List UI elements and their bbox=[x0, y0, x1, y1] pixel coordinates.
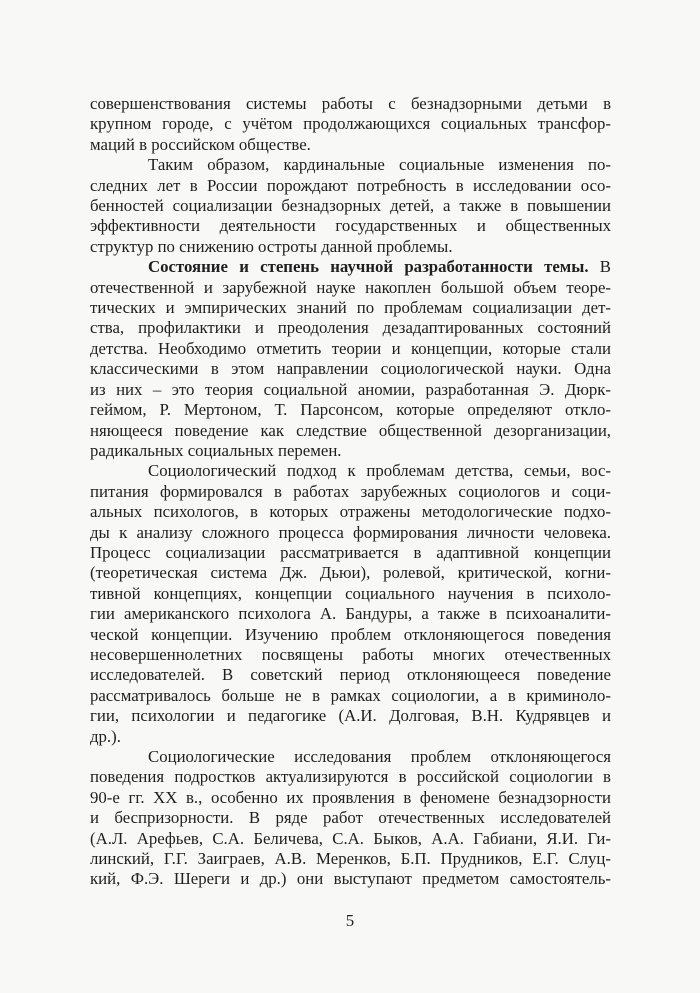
body-text bbox=[90, 94, 611, 890]
text-line: др.). bbox=[90, 726, 121, 746]
paragraph bbox=[90, 155, 611, 257]
text-line: гии, психологии и педагогике (А.И. Долговая, В.Н. Кудрявцев и bbox=[90, 706, 611, 726]
text-line: исследователей. В советский период отклоняющееся поведение bbox=[90, 665, 611, 685]
text-line: тивной концепциях, концепции социального научения в психоло- bbox=[90, 583, 611, 603]
text-line: кий, Ф.Э. Шереги и др.) они выступают предметом самостоятель- bbox=[90, 869, 611, 889]
text-line: (теоретическая система Дж. Дьюи), ролевой, критической, когни- bbox=[90, 563, 611, 583]
text-line: гии американского психолога А. Бандуры, а также в психоаналити- bbox=[90, 604, 611, 624]
text-line: ческой концепции. Изучению проблем отклоняющегося поведения bbox=[90, 624, 611, 644]
text-line: Таким образом, кардинальные социальные изменения по- bbox=[148, 155, 611, 175]
text-line: и беспризорности. В ряде работ отечественных исследователей bbox=[90, 808, 611, 828]
text-line: радикальных социальных перемен. bbox=[90, 440, 342, 460]
text-line: детства. Необходимо отметить теории и концепции, которые стали bbox=[90, 338, 611, 358]
text-line: классическими в этом направлении социологической науки. Одна bbox=[90, 359, 611, 379]
text-line: няющееся поведение как следствие общественной дезорганизации, bbox=[90, 420, 611, 440]
text-line: геймом, Р. Мертоном, Т. Парсонсом, которые определяют откло- bbox=[90, 400, 611, 420]
text-line: поведения подростков актуализируются в российской социологии в bbox=[90, 767, 611, 787]
text-line: (А.Л. Арефьев, С.А. Беличева, С.А. Быков, А.А. Габиани, Я.И. Ги- bbox=[90, 828, 611, 848]
text-line: альных психологов, в которых отражены методологические подхо- bbox=[90, 502, 611, 522]
text-line: Процесс социализации рассматривается в адаптивной концепции bbox=[90, 542, 611, 562]
text-line-continuation: В bbox=[588, 257, 612, 277]
text-line: тических и эмпирических знаний по проблемам социализации дет- bbox=[90, 298, 611, 318]
text-line: бенностей социализации безнадзорных детей, а также в повышении bbox=[90, 196, 611, 216]
text-line: эффективности деятельности государственных и общественных bbox=[90, 216, 611, 236]
text-line: следних лет в России порождают потребность в исследовании осо- bbox=[90, 175, 611, 195]
text-line: линский, Г.Г. Заиграев, А.В. Меренков, Б.П. Прудников, Е.Г. Слуц- bbox=[90, 849, 611, 869]
text-line: крупном городе, с учётом продолжающихся социальных трансфор- bbox=[90, 114, 611, 134]
text-line: маций в российском обществе. bbox=[90, 134, 311, 154]
paragraph bbox=[90, 94, 611, 155]
page-number: 5 bbox=[345, 911, 355, 930]
text-line: ства, профилактики и преодоления дезадаптированных состояний bbox=[90, 318, 611, 338]
text-line: питания формировался в работах зарубежных социологов и соци- bbox=[90, 481, 611, 501]
text-line bbox=[90, 257, 611, 277]
text-line: совершенствования системы работы с безнадзорными детьми в bbox=[90, 94, 611, 113]
text-line: Социологический подход к проблемам детства, семьи, вос- bbox=[148, 461, 611, 481]
paragraph bbox=[90, 461, 611, 747]
text-line: из них – это теория социальной аномии, разработанная Э. Дюрк- bbox=[90, 379, 611, 399]
paragraph bbox=[90, 257, 611, 461]
text-line: отечественной и зарубежной науке накоплен большой объем теоре- bbox=[90, 277, 611, 297]
text-line: рассматривалось больше не в рамках социологии, а в криминоло- bbox=[90, 685, 611, 705]
text-line: 90-е гг. XX в., особенно их проявления в феномене безнадзорности bbox=[90, 787, 611, 807]
section-heading: Состояние и степень научной разработанности темы. bbox=[148, 257, 589, 277]
text-line: ды к анализу сложного процесса формирования личности человека. bbox=[90, 522, 611, 542]
text-line: несовершеннолетних посвящены работы многих отечественных bbox=[90, 644, 611, 664]
text-line: Социологические исследования проблем отклоняющегося bbox=[148, 747, 611, 766]
paragraph bbox=[90, 747, 611, 890]
text-line: структур по снижению остроты данной проблемы. bbox=[90, 236, 453, 256]
